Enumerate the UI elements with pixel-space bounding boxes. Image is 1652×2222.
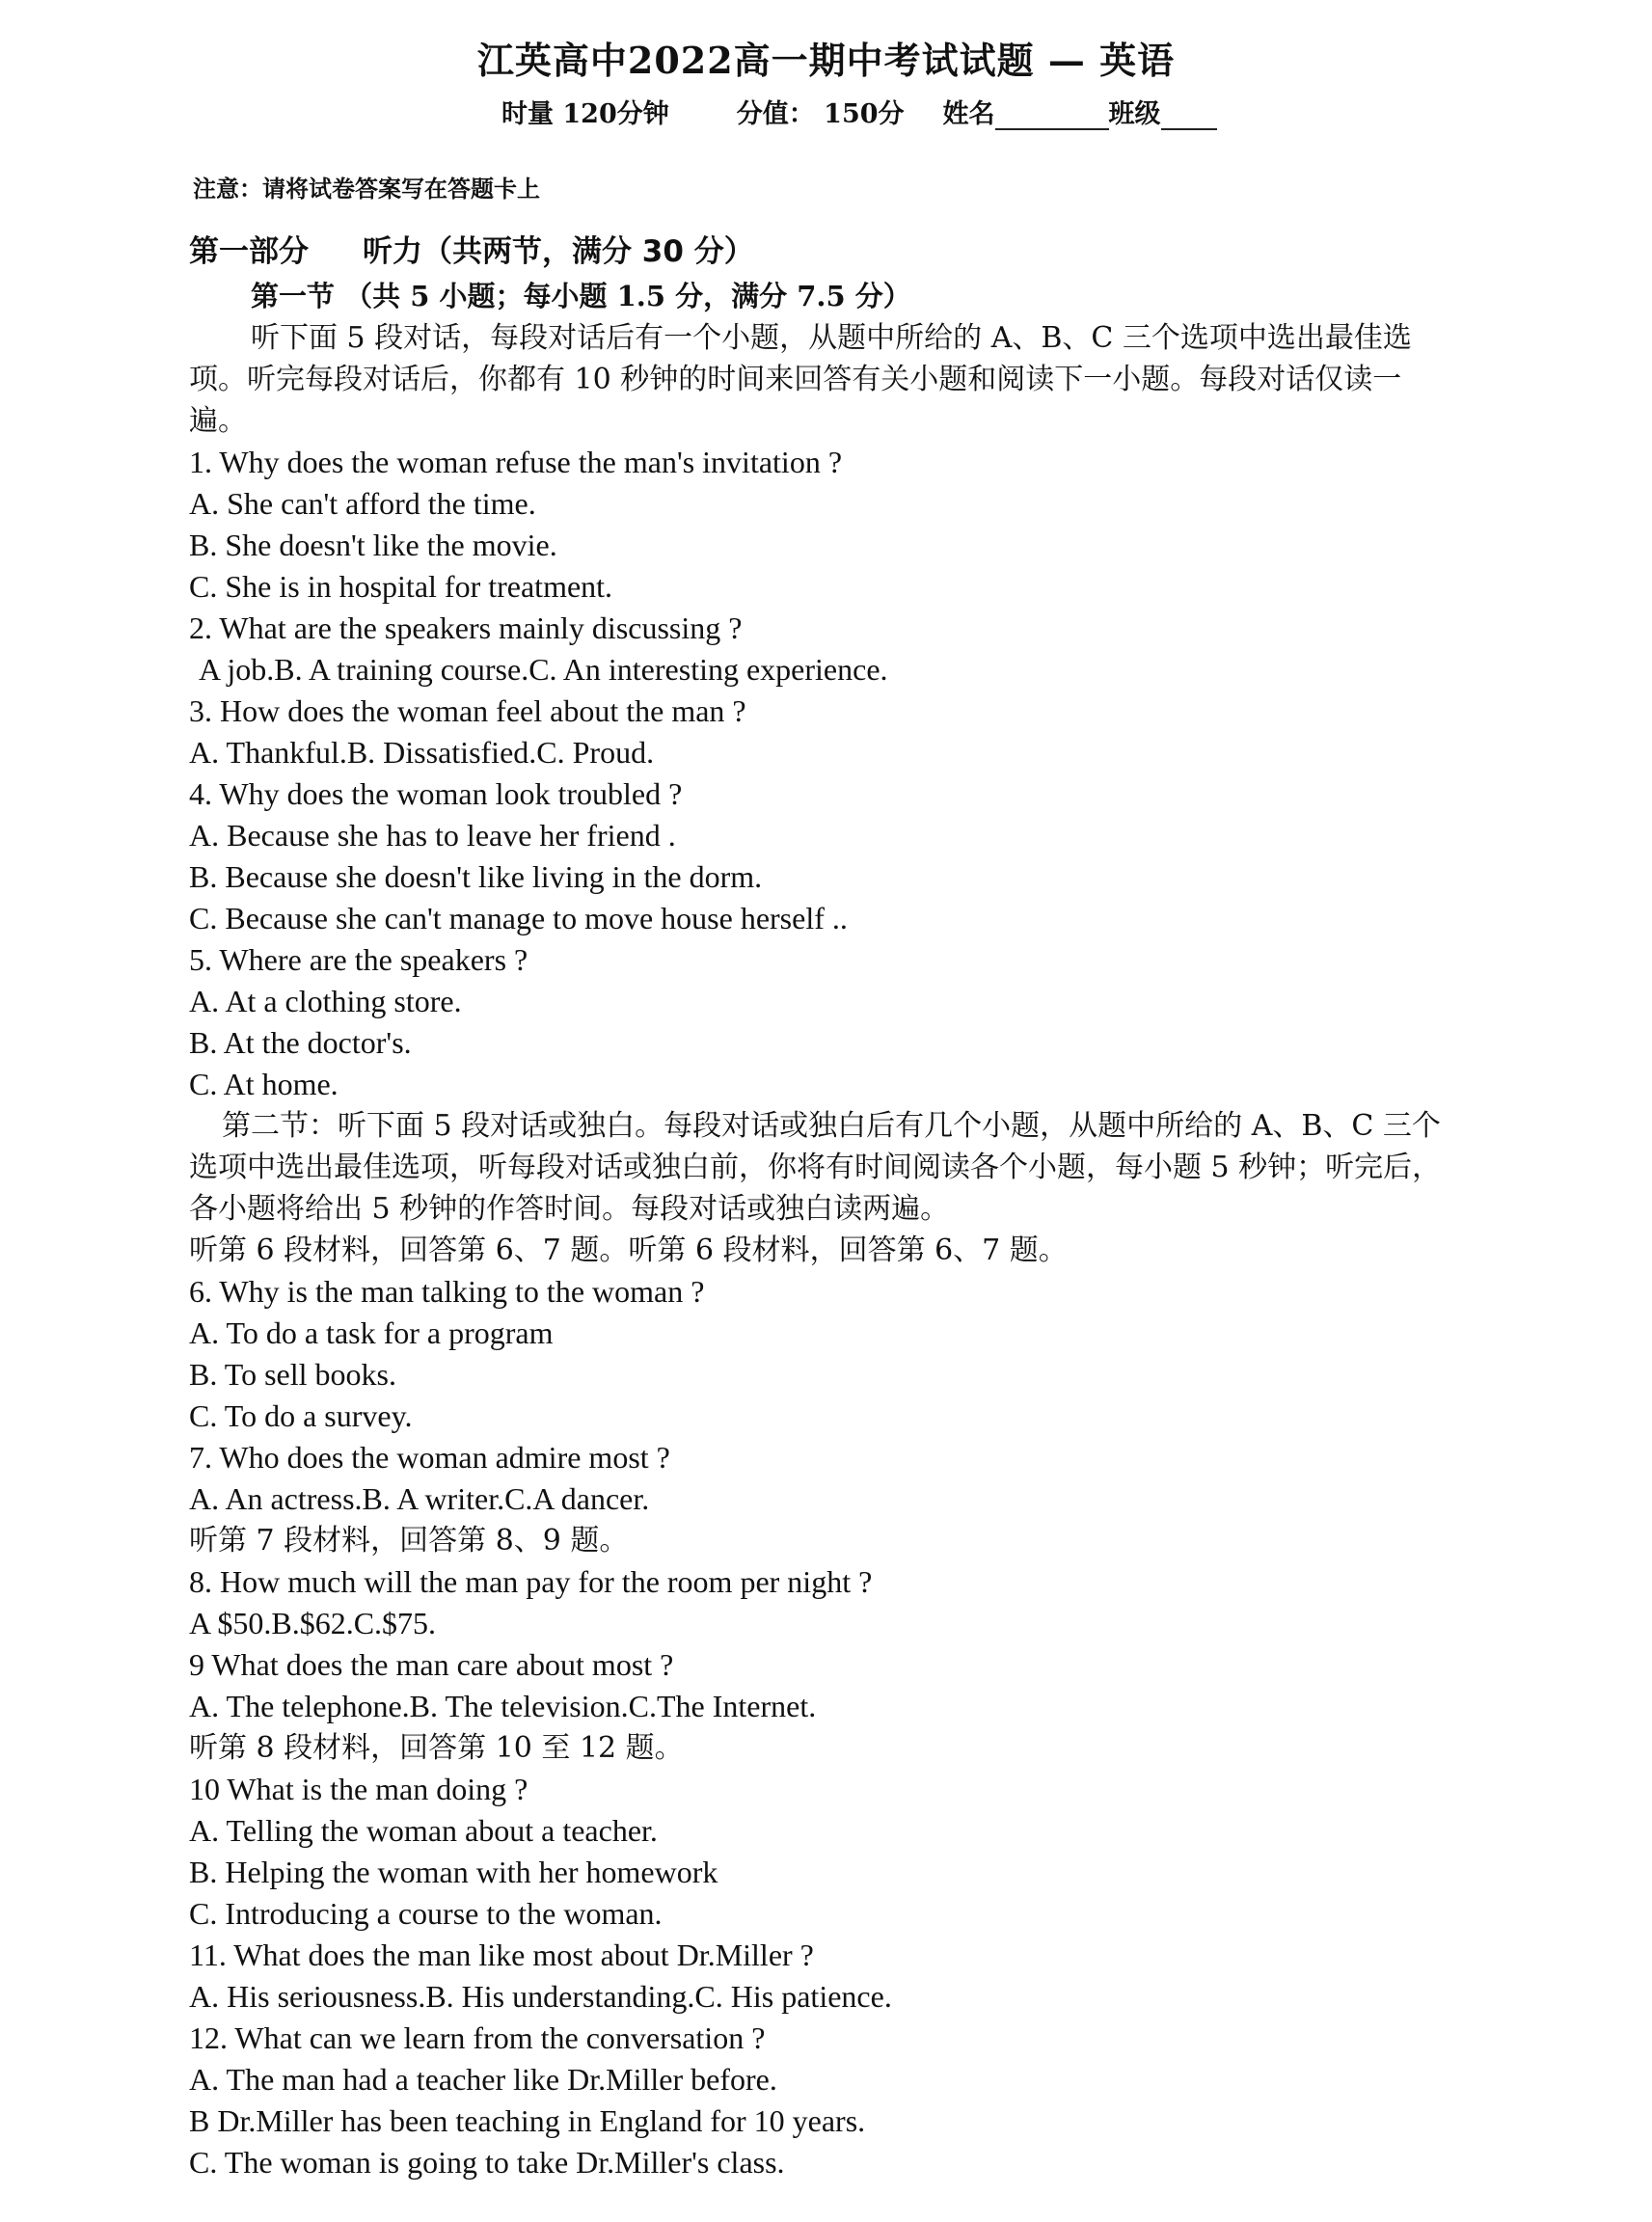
q7-stem: 7. Who does the woman admire most ? (189, 1440, 670, 1475)
material6-note: 听第 6 段材料，回答第 6、7 题。听第 6 段材料，回答第 6、7 题。 (189, 1233, 1068, 1267)
q7-options (189, 1478, 1452, 1520)
q1-option-c: C. She is in hospital for treatment. (189, 569, 613, 604)
material7-note: 听第 7 段材料，回答第 8、9 题。 (189, 1524, 629, 1558)
q6-option-a: A. To do a task for a program (189, 1315, 554, 1350)
exam-meta (501, 93, 1217, 130)
q8-option-a: A $50. (189, 1606, 272, 1640)
q1-option-a: A. She can't afford the time. (189, 486, 536, 521)
q9-option-a: A. The telephone. (189, 1689, 410, 1723)
q10-option-c: C. Introducing a course to the woman. (189, 1896, 663, 1931)
exam-title: 江英高中2022高一期中考试试题 — 英语 (476, 39, 1176, 82)
q10-option-a: A. Telling the woman about a teacher. (189, 1813, 658, 1848)
q11-stem: 11. What does the man like most about Dr.Miller ? (189, 1937, 814, 1972)
q11-option-a: A. His seriousness. (189, 1979, 426, 2014)
exam-note: 注意：请将试卷答案写在答题卡上 (193, 176, 540, 203)
q8-option-c: C.$75. (353, 1606, 437, 1640)
q1-option-b: B. She doesn't like the movie. (189, 528, 557, 562)
part1-title: 第一部分 (189, 234, 309, 269)
section1-title: 第一节 （共 5 小题；每小题 1.5 分，满分 7.5 分） (251, 280, 911, 312)
score-label: 分值： 150分 (736, 99, 905, 129)
part1-heading (189, 228, 1452, 276)
time-label: 时量 120分钟 (501, 99, 669, 129)
q7-option-c: C.A dancer. (504, 1481, 650, 1516)
q9-option-b: B. The television. (409, 1689, 629, 1723)
q2-option-b: B. A training course. (274, 652, 529, 687)
q11-option-c: C. His patience. (694, 1979, 892, 2014)
q5-option-b: B. At the doctor's. (189, 1025, 412, 1060)
q2-option-c: C. An interesting experience. (528, 652, 888, 687)
q2-option-a: A job. (199, 652, 275, 687)
q5-option-c: C. At home. (189, 1067, 339, 1101)
q5-option-a: A. At a clothing store. (189, 984, 462, 1018)
class-blank (1161, 107, 1217, 130)
q3-option-b: B. Dissatisfied. (346, 735, 537, 770)
q11-options (189, 1976, 1452, 2018)
q8-options (189, 1603, 1452, 1644)
class-label: 班级 (1108, 99, 1161, 129)
part1-subtitle: 听力（共两节，满分 30 分） (363, 234, 754, 269)
q6-option-b: B. To sell books. (189, 1357, 396, 1392)
name-blank (995, 107, 1109, 130)
section1-instructions: 听下面 5 段对话，每段对话后有一个小题，从题中所给的 A、B、C 三个选项中选出最佳选项。听完每段对话后，你都有 10 秒钟的时间来回答有关小题和阅读下一小题。每段对话仅读一遍。 (189, 321, 1412, 438)
q2-options (189, 649, 1452, 691)
q8-option-b: B.$62. (271, 1606, 354, 1640)
q3-option-a: A. Thankful. (189, 735, 347, 770)
q6-option-c: C. To do a survey. (189, 1398, 413, 1433)
q5-stem: 5. Where are the speakers ? (189, 942, 528, 977)
q1-stem: 1. Why does the woman refuse the man's invitation ? (189, 445, 843, 479)
q4-option-c: C. Because she can't manage to move house herself .. (189, 901, 848, 935)
q12-option-c: C. The woman is going to take Dr.Miller's class. (189, 2145, 785, 2180)
q3-option-c: C. Proud. (536, 735, 655, 770)
q12-stem: 12. What can we learn from the conversation ? (189, 2020, 766, 2055)
q2-stem: 2. What are the speakers mainly discussing ? (189, 610, 743, 645)
q3-options (189, 732, 1452, 773)
q3-stem: 3. How does the woman feel about the man ? (189, 693, 746, 728)
q7-option-b: B. A writer. (362, 1481, 505, 1516)
q11-option-b: B. His understanding. (425, 1979, 695, 2014)
exam-content (189, 228, 1452, 2183)
q9-stem: 9 What does the man care about most ? (189, 1647, 674, 1682)
q12-option-a: A. The man had a teacher like Dr.Miller before. (189, 2062, 777, 2097)
material8-note: 听第 8 段材料，回答第 10 至 12 题。 (189, 1731, 684, 1765)
q4-option-b: B. Because she doesn't like living in the dorm. (189, 859, 763, 894)
q4-option-a: A. Because she has to leave her friend . (189, 818, 676, 853)
q9-option-c: C.The Internet. (628, 1689, 817, 1723)
q10-stem: 10 What is the man doing ? (189, 1772, 528, 1806)
q12-option-b: B Dr.Miller has been teaching in England for 10 years. (189, 2103, 866, 2138)
q7-option-a: A. An actress. (189, 1481, 363, 1516)
q4-stem: 4. Why does the woman look troubled ? (189, 776, 683, 811)
section2-instructions: 第二节：听下面 5 段对话或独白。每段对话或独白后有几个小题，从题中所给的 A、B、C 三个选项中选出最佳选项，听每段对话或独白前，你将有时间阅读各个小题，每小题 5 秒钟；听完后，各小题将给出 5 秒钟的作答时间。每段对话或独白读两遍。 (189, 1109, 1442, 1226)
q8-stem: 8. How much will the man pay for the room per night ? (189, 1564, 873, 1599)
name-label: 姓名 (942, 99, 995, 129)
q10-option-b: B. Helping the woman with her homework (189, 1855, 718, 1889)
q9-options (189, 1686, 1452, 1727)
q6-stem: 6. Why is the man talking to the woman ? (189, 1274, 705, 1309)
